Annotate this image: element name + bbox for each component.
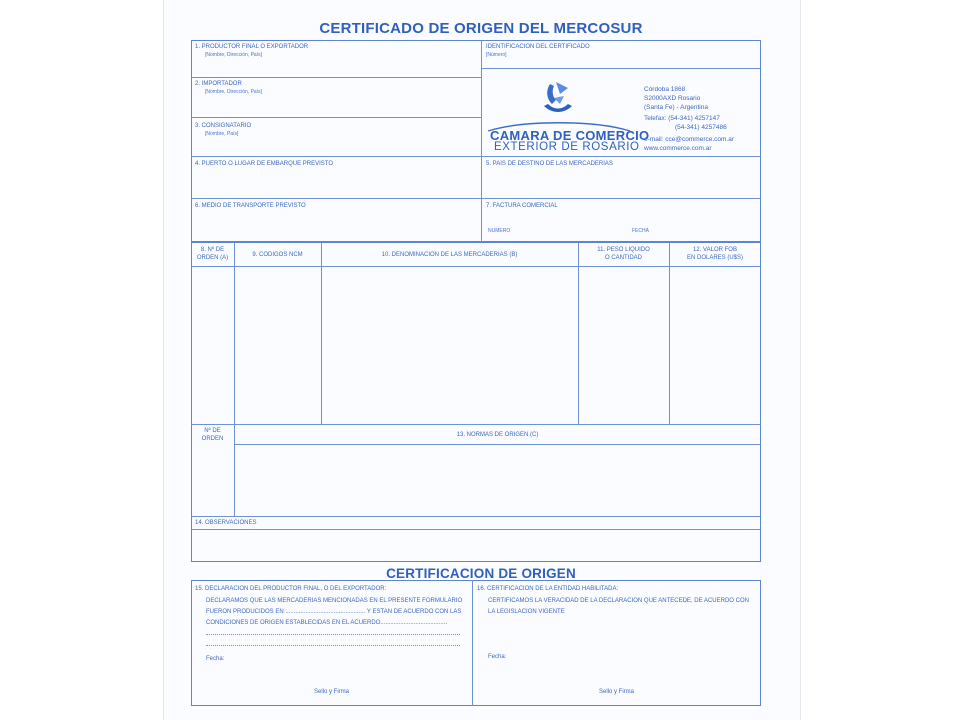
issuer-phone-2: (54-341) 4257486 (675, 124, 727, 131)
issuer-name-line1: CAMARA DE COMERCIO (490, 128, 650, 143)
field-16-label: 16. CERTIFICACION DE LA ENTIDAD HABILITADA: (477, 586, 619, 592)
issuer-address-1: Córdoba 1868 (644, 86, 686, 93)
issuer-name-line2: EXTERIOR DE ROSARIO (494, 141, 640, 153)
field-1-sub: [Nombre, Dirección, País] (205, 52, 262, 58)
field-1-label: 1. PRODUCTOR FINAL O EXPORTADOR (195, 44, 309, 50)
col-ncm-header: 9. CODIGOS NCM (252, 252, 303, 258)
field-15-line-3: CONDICIONES DE ORIGEN ESTABLECIDAS EN EL ACUERDO........................................ (206, 620, 448, 626)
origin-order-header-1: Nº DE (204, 428, 221, 434)
goods-table (191, 242, 761, 562)
col-weight-header-1: 11. PESO LIQUIDO (597, 247, 650, 253)
field-3-label: 3. CONSIGNATARIO (195, 123, 252, 129)
col-fob-header-1: 12. VALOR FOB (693, 247, 737, 253)
invoice-number-label: NUMERO (488, 228, 511, 234)
field-16-date-label: Fecha: (488, 654, 507, 660)
field-16-signature-label: Sello y Firma (598, 689, 634, 695)
field-7-label: 7. FACTURA COMERCIAL (486, 203, 558, 209)
field-15-label: 15. DECLARACION DEL PRODUCTOR FINAL, O DEL EXPORTADOR: (195, 586, 387, 592)
field-15-line-1: DECLARAMOS QUE LAS MERCADERIAS MENCIONADAS EN EL PRESENTE FORMULARIO (206, 598, 463, 604)
col-order-header-1: 8. Nº DE (200, 247, 225, 253)
chamber-logo-icon (538, 80, 578, 122)
field-3-sub: [Nombre, País] (205, 131, 239, 137)
field-15-signature-label: Sello y Firma (313, 689, 349, 695)
field-2-label: 2. IMPORTADOR (195, 81, 242, 87)
issuer-phone-1: Telefax: (54-341) 4257147 (644, 115, 720, 122)
col-weight-header-2: O CANTIDAD (604, 255, 642, 261)
field-15-line-2: FUERON PRODUCIDOS EN ................................................ Y ESTAN DE ACUERDO CON LAS (206, 609, 462, 615)
field-5-label: 5. PAIS DE DESTINO DE LAS MERCADERIAS (486, 161, 613, 167)
certification-title: CERTIFICACION DE ORIGEN (386, 566, 576, 581)
logo-swoosh-icon (484, 118, 634, 132)
certificate-id-sub: [Número] (486, 52, 507, 58)
observations-label: 14. OBSERVACIONES (195, 520, 257, 526)
issuer-address-2: S2000AXD Rosario (644, 95, 701, 102)
field-4-label: 4. PUERTO O LUGAR DE EMBARQUE PREVISTO (195, 161, 334, 167)
field-16-line-1: CERTIFICAMOS LA VERACIDAD DE LA DECLARACION QUE ANTECEDE, DE ACUERDO CON (488, 598, 749, 604)
issuer-address-3: (Santa Fe) - Argentina (644, 104, 708, 111)
col-order-header-2: ORDEN (A) (196, 255, 229, 261)
col-description-header: 10. DENOMINACION DE LAS MERCADERIAS (B) (381, 252, 518, 258)
origin-rules-header: 13. NORMAS DE ORIGEN (C) (456, 432, 539, 438)
page-title: CERTIFICADO DE ORIGEN DEL MERCOSUR (319, 20, 643, 37)
field-16-line-2: LA LEGISLACION VIGENTE (488, 609, 565, 615)
issuer-website: www.commerce.com.ar (644, 145, 712, 152)
field-15-date-label: Fecha: (206, 656, 225, 662)
field-2-sub: [Nombre, Dirección, País] (205, 89, 262, 95)
invoice-date-label: FECHA (632, 228, 649, 234)
field-6-label: 6. MEDIO DE TRANSPORTE PREVISTO (195, 203, 306, 209)
certificate-id-label: IDENTIFICACION DEL CERTIFICADO (486, 44, 590, 50)
origin-order-header-2: ORDEN (201, 436, 224, 442)
issuer-email: e-mail: cce@commerce.com.ar (644, 136, 735, 143)
col-fob-header-2: EN DOLARES (U$S) (686, 255, 743, 261)
